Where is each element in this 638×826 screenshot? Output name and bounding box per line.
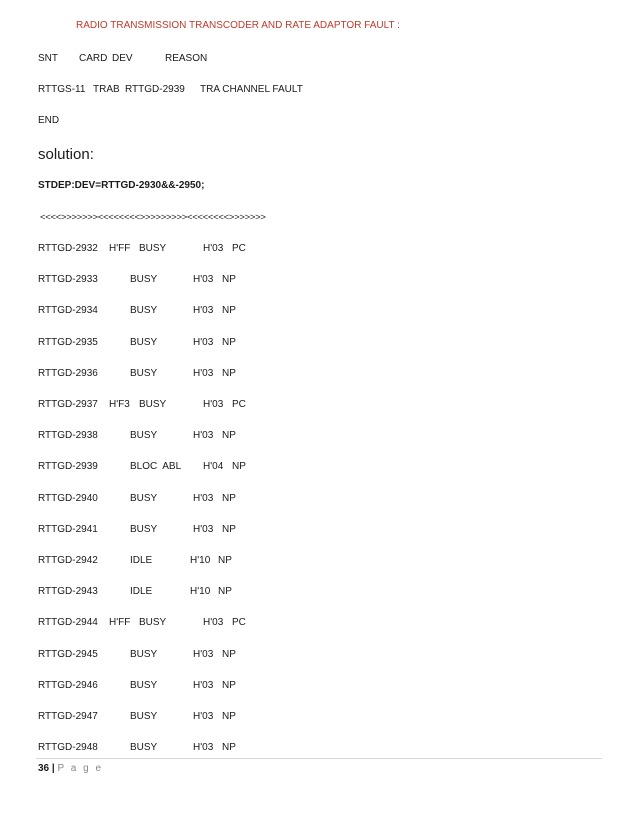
row-device: RTTGD-2932	[38, 243, 98, 254]
row-device: RTTGD-2947	[38, 711, 98, 722]
row-state: BUSY	[130, 524, 158, 535]
row-state: BLOC ABL	[130, 461, 182, 472]
row-flag: NP	[232, 461, 246, 472]
row-device: RTTGD-2937	[38, 399, 98, 410]
row-number: H'10	[190, 586, 211, 597]
row-number: H'03	[193, 337, 214, 348]
row-number: H'03	[193, 305, 214, 316]
row-number: H'03	[203, 243, 224, 254]
row-flag: NP	[222, 274, 236, 285]
row-flag: NP	[222, 680, 236, 691]
row-state: BUSY	[130, 430, 158, 441]
page-label: P a g e	[57, 763, 104, 774]
row-flag: PC	[232, 243, 246, 254]
row-state: BUSY	[130, 649, 158, 660]
row-flag: PC	[232, 399, 246, 410]
row-state: BUSY	[139, 243, 167, 254]
fault-dev: RTTGD-2939	[125, 84, 185, 95]
header-snt: SNT	[38, 53, 58, 64]
row-state: BUSY	[130, 680, 158, 691]
row-number: H'03	[193, 649, 214, 660]
header-card: CARD	[79, 53, 108, 64]
row-flag: NP	[222, 711, 236, 722]
row-device: RTTGD-2934	[38, 305, 98, 316]
fault-reason: TRA CHANNEL FAULT	[200, 84, 303, 95]
row-number: H'03	[193, 742, 214, 753]
row-device: RTTGD-2939	[38, 461, 98, 472]
row-state: BUSY	[139, 617, 167, 628]
row-number: H'10	[190, 555, 211, 566]
row-flag: PC	[232, 617, 246, 628]
row-device: RTTGD-2933	[38, 274, 98, 285]
row-number: H'03	[193, 368, 214, 379]
row-flag: NP	[222, 305, 236, 316]
header-reason: REASON	[165, 53, 208, 64]
row-state: IDLE	[130, 555, 153, 566]
row-device: RTTGD-2943	[38, 586, 98, 597]
row-number: H'03	[193, 680, 214, 691]
fault-snt: RTTGS-11	[38, 84, 86, 95]
row-flag: NP	[222, 368, 236, 379]
row-flag: NP	[218, 555, 232, 566]
row-number: H'03	[193, 274, 214, 285]
row-number: H'03	[203, 617, 224, 628]
row-state: BUSY	[130, 305, 158, 316]
header-dev: DEV	[112, 53, 133, 64]
fault-card: TRAB	[93, 84, 120, 95]
row-device: RTTGD-2938	[38, 430, 98, 441]
row-number: H'03	[193, 524, 214, 535]
row-flag: NP	[222, 649, 236, 660]
row-state: BUSY	[130, 493, 158, 504]
row-number: H'03	[203, 399, 224, 410]
row-device: RTTGD-2942	[38, 555, 98, 566]
row-flag: NP	[222, 742, 236, 753]
row-device: RTTGD-2941	[38, 524, 98, 535]
row-device: RTTGD-2936	[38, 368, 98, 379]
page-footer	[38, 763, 103, 775]
fault-heading: RADIO TRANSMISSION TRANSCODER AND RATE ADAPTOR FAULT :	[76, 20, 400, 31]
solution-label: solution:	[38, 146, 94, 163]
row-flag: NP	[222, 430, 236, 441]
row-state: BUSY	[130, 274, 158, 285]
command-line: STDEP:DEV=RTTGD-2930&&-2950;	[38, 180, 205, 191]
row-device: RTTGD-2945	[38, 649, 98, 660]
row-flag: NP	[222, 493, 236, 504]
row-device: RTTGD-2935	[38, 337, 98, 348]
row-number: H'03	[193, 711, 214, 722]
row-state: BUSY	[130, 711, 158, 722]
row-number: H'03	[193, 493, 214, 504]
separator-line: <<<<>>>>>>><<<<<<<<>>>>>>>>><<<<<<<<>>>>>>>	[40, 212, 266, 223]
row-state: BUSY	[130, 368, 158, 379]
row-code: H'FF	[109, 617, 131, 628]
row-device: RTTGD-2948	[38, 742, 98, 753]
page-number: 36	[38, 763, 50, 774]
row-state: BUSY	[139, 399, 167, 410]
end-marker: END	[38, 115, 60, 126]
row-flag: NP	[222, 524, 236, 535]
row-code: H'FF	[109, 243, 131, 254]
row-number: H'03	[193, 430, 214, 441]
row-device: RTTGD-2944	[38, 617, 98, 628]
row-flag: NP	[222, 337, 236, 348]
row-state: BUSY	[130, 742, 158, 753]
row-code: H'F3	[109, 399, 130, 410]
row-number: H'04	[203, 461, 224, 472]
row-device: RTTGD-2940	[38, 493, 98, 504]
row-state: BUSY	[130, 337, 158, 348]
row-device: RTTGD-2946	[38, 680, 98, 691]
page-divider: |	[51, 763, 55, 774]
row-flag: NP	[218, 586, 232, 597]
footer-divider	[36, 758, 602, 759]
row-state: IDLE	[130, 586, 153, 597]
